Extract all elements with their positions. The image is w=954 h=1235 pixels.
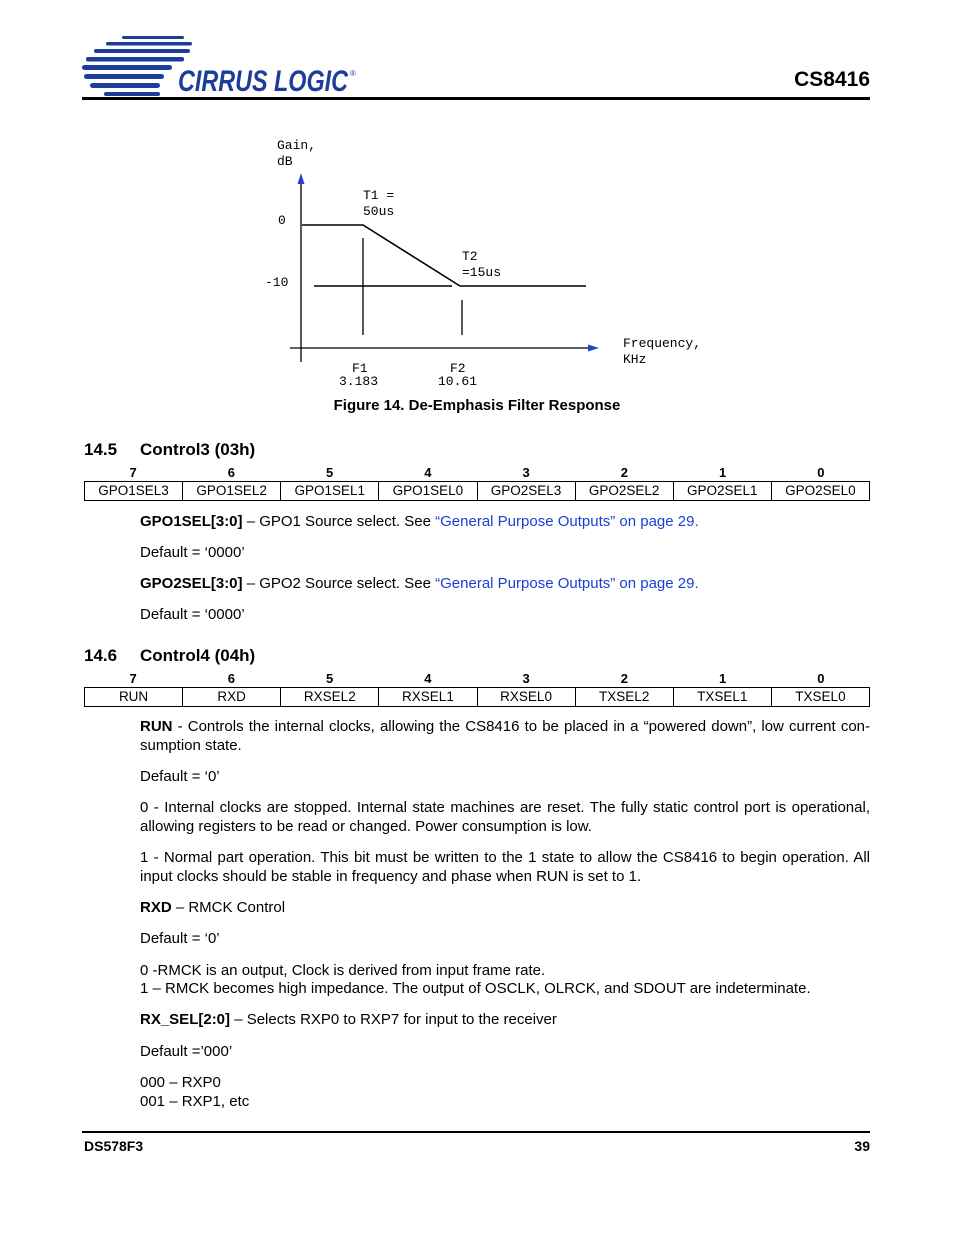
rxd-default: Default = ‘0’ bbox=[140, 930, 220, 947]
bit-number: 7 bbox=[129, 465, 137, 480]
rxd-value-1: 1 – RMCK becomes high impedance. The output of OSCLK, OLRCK, and SDOUT are indeterminate. bbox=[140, 980, 811, 997]
run-value-1: 1 - Normal part operation. This bit must be written to the 1 state to allow the CS8416 to begin operation. All input clocks should be stable in frequency and phase when RUN is set to 1. bbox=[140, 849, 870, 885]
de-emphasis-diagram bbox=[240, 130, 720, 392]
gpo2sel-description bbox=[140, 574, 870, 593]
f1-label: F1 bbox=[352, 361, 368, 376]
section-number: 14.5 bbox=[84, 440, 118, 459]
register-fields-row bbox=[84, 687, 870, 707]
y-axis-label-line1: Gain, bbox=[277, 138, 317, 153]
rxsel-value-001: 001 – RXP1, etc bbox=[140, 1093, 250, 1110]
t2-label-line1: T2 bbox=[462, 249, 478, 264]
document-id: DS578F3 bbox=[84, 1138, 144, 1154]
gpo2sel-default: Default = ‘0000’ bbox=[140, 606, 245, 623]
bit-numbers-row bbox=[84, 670, 870, 687]
x-axis-label-line1: Frequency, bbox=[623, 336, 702, 351]
rxd-description bbox=[140, 898, 870, 917]
field-name: RUN bbox=[140, 718, 173, 735]
bit-number: 2 bbox=[620, 465, 628, 480]
bit-number: 1 bbox=[719, 465, 727, 480]
gpo1sel-description bbox=[140, 512, 870, 531]
y-tick-minus10: -10 bbox=[265, 275, 289, 290]
register-field: GPO2SEL3 bbox=[477, 482, 575, 500]
section-title: Control3 (03h) bbox=[140, 440, 256, 459]
field-description: - Controls the internal clocks, allowing the CS8416 to be placed in a “powered down”, low current con-sumption state. bbox=[140, 718, 870, 754]
register-field: TXSEL0 bbox=[771, 688, 869, 706]
bit-numbers-row bbox=[84, 464, 870, 481]
section-title: Control4 (04h) bbox=[140, 646, 256, 665]
bit-number: 6 bbox=[227, 465, 235, 480]
bit-number: 4 bbox=[424, 671, 432, 686]
gpo1sel-default: Default = ‘0000’ bbox=[140, 544, 245, 561]
field-description: – GPO2 Source select. See bbox=[242, 575, 436, 592]
field-description: – GPO1 Source select. See bbox=[242, 513, 436, 530]
logo-swoosh-icon bbox=[82, 36, 192, 96]
registered-mark: ® bbox=[350, 69, 356, 78]
register-fields-row bbox=[84, 481, 870, 501]
field-name: GPO1SEL[3:0] bbox=[140, 513, 243, 530]
t1-label-line2: 50us bbox=[363, 204, 395, 219]
register-table-control4 bbox=[84, 670, 870, 707]
register-field: GPO1SEL2 bbox=[182, 482, 280, 500]
register-field: RXD bbox=[182, 688, 280, 706]
register-field: TXSEL2 bbox=[575, 688, 673, 706]
t2-label-line2: =15us bbox=[462, 265, 502, 280]
page-number: 39 bbox=[854, 1138, 870, 1154]
t1-label-line1: T1 = bbox=[363, 188, 395, 203]
y-axis-label-line2: dB bbox=[277, 154, 293, 169]
gpo-page-link[interactable]: “General Purpose Outputs” on page 29. bbox=[435, 575, 699, 592]
figure-caption: Figure 14. De-Emphasis Filter Response bbox=[333, 397, 621, 414]
register-field: GPO1SEL0 bbox=[378, 482, 476, 500]
section-number: 14.6 bbox=[84, 646, 118, 665]
field-description: – RMCK Control bbox=[171, 899, 286, 916]
rxd-value-0: 0 -RMCK is an output, Clock is derived from input frame rate. bbox=[140, 962, 546, 979]
logo-text: CIRRUS LOGIC bbox=[178, 65, 350, 98]
bit-number: 6 bbox=[227, 671, 235, 686]
register-field: RXSEL0 bbox=[477, 688, 575, 706]
bit-number: 7 bbox=[129, 671, 137, 686]
rxsel-description bbox=[140, 1010, 870, 1029]
f1-value: 3.183 bbox=[339, 374, 379, 389]
register-field: GPO2SEL2 bbox=[575, 482, 673, 500]
field-name: RXD bbox=[140, 899, 172, 916]
y-axis-arrow-icon bbox=[298, 173, 305, 184]
bit-number: 4 bbox=[424, 465, 432, 480]
register-field: RUN bbox=[118, 689, 149, 704]
bit-number: 0 bbox=[817, 465, 825, 480]
register-field: RXSEL2 bbox=[280, 688, 378, 706]
response-curve bbox=[302, 225, 586, 286]
gpo-page-link[interactable]: “General Purpose Outputs” on page 29. bbox=[435, 513, 699, 530]
bit-number: 1 bbox=[719, 671, 727, 686]
x-axis-label-line2: KHz bbox=[623, 352, 647, 367]
rxsel-default: Default =’000’ bbox=[140, 1043, 233, 1060]
field-description: – Selects RXP0 to RXP7 for input to the receiver bbox=[230, 1011, 557, 1028]
bit-number: 3 bbox=[522, 671, 530, 686]
header-rule bbox=[82, 97, 870, 100]
cirrus-logic-logo bbox=[82, 32, 362, 98]
register-field: RXSEL1 bbox=[378, 688, 476, 706]
bit-number: 5 bbox=[326, 671, 334, 686]
f2-value: 10.61 bbox=[438, 374, 478, 389]
f2-label: F2 bbox=[450, 361, 466, 376]
run-description bbox=[140, 717, 870, 755]
section-heading-control4 bbox=[84, 646, 255, 666]
bit-number: 5 bbox=[326, 465, 334, 480]
register-field: GPO2SEL0 bbox=[771, 482, 869, 500]
register-field: GPO2SEL1 bbox=[673, 482, 771, 500]
part-number: CS8416 bbox=[794, 68, 870, 91]
footer-rule bbox=[82, 1131, 870, 1133]
rxsel-value-000: 000 – RXP0 bbox=[140, 1074, 221, 1091]
bit-number: 0 bbox=[817, 671, 825, 686]
register-field: TXSEL1 bbox=[673, 688, 771, 706]
field-name: RX_SEL[2:0] bbox=[140, 1011, 231, 1028]
bit-number: 2 bbox=[620, 671, 628, 686]
run-default: Default = ‘0’ bbox=[140, 768, 220, 785]
y-tick-0: 0 bbox=[278, 213, 286, 228]
register-table-control3 bbox=[84, 464, 870, 501]
bit-number: 3 bbox=[522, 465, 530, 480]
x-axis-arrow-icon bbox=[588, 345, 599, 352]
run-value-0: 0 - Internal clocks are stopped. Internal state machines are reset. The fully static control port is operational, allowing registers to be read or changed. Power consumption is low. bbox=[140, 799, 870, 835]
section-heading-control3 bbox=[84, 440, 255, 460]
register-field: GPO1SEL1 bbox=[280, 482, 378, 500]
register-field: GPO1SEL3 bbox=[98, 483, 169, 498]
field-name: GPO2SEL[3:0] bbox=[140, 575, 243, 592]
